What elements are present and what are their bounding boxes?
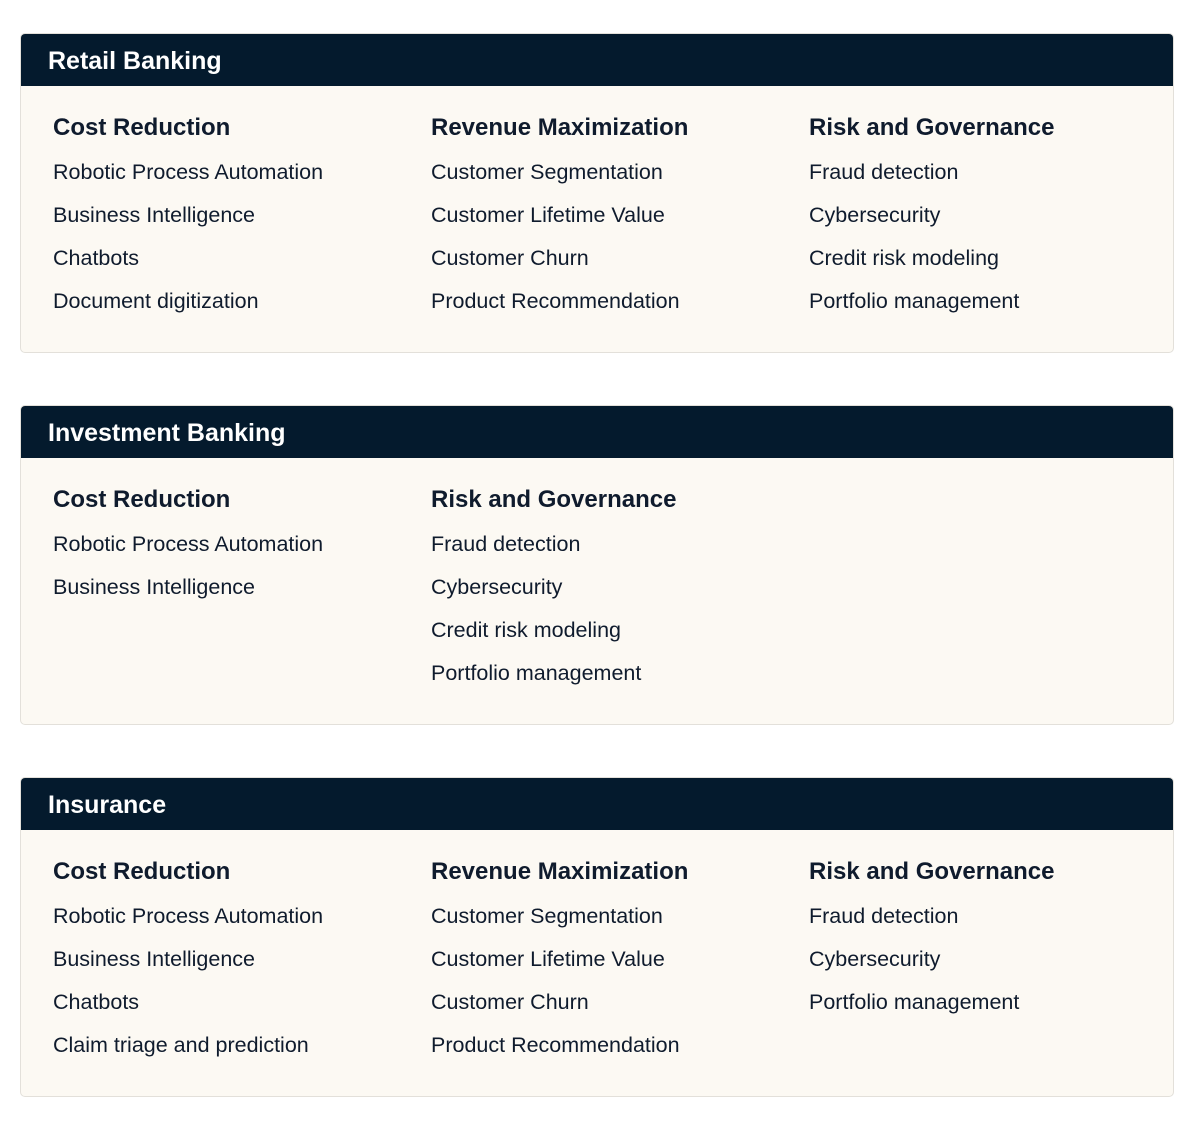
- list-item: Cybersecurity: [809, 203, 941, 227]
- section-card-investment-banking: [20, 405, 1174, 725]
- column-cost-reduction: [53, 857, 323, 1067]
- section-title: Insurance: [21, 778, 1173, 830]
- list-item: Product Recommendation: [431, 1033, 680, 1057]
- column-risk-and-governance: [809, 113, 1054, 323]
- column-revenue-maximization: [431, 857, 688, 1067]
- list-item: Customer Churn: [431, 990, 589, 1014]
- list-item: Customer Lifetime Value: [431, 203, 665, 227]
- list-item: Portfolio management: [431, 661, 642, 685]
- list-item: Portfolio management: [809, 289, 1020, 313]
- section-card-insurance: [20, 777, 1174, 1097]
- list-item: Product Recommendation: [431, 289, 680, 313]
- column-heading: Risk and Governance: [431, 486, 677, 513]
- list-item: Chatbots: [53, 990, 140, 1014]
- list-item: Chatbots: [53, 246, 140, 270]
- list-item: Robotic Process Automation: [53, 532, 324, 556]
- list-item: Business Intelligence: [53, 203, 255, 227]
- section-title: Retail Banking: [21, 34, 1173, 86]
- list-item: Credit risk modeling: [431, 618, 621, 642]
- list-item: Document digitization: [53, 289, 259, 313]
- section-title: Investment Banking: [21, 406, 1173, 458]
- column-heading: Cost Reduction: [53, 114, 231, 141]
- column-risk-and-governance: [809, 857, 1054, 1024]
- list-item: Cybersecurity: [809, 947, 941, 971]
- column-revenue-maximization: [431, 113, 688, 323]
- list-item: Business Intelligence: [53, 575, 255, 599]
- column-heading: Risk and Governance: [809, 114, 1055, 141]
- list-item: Customer Lifetime Value: [431, 947, 665, 971]
- list-item: Robotic Process Automation: [53, 904, 324, 928]
- list-item: Robotic Process Automation: [53, 160, 324, 184]
- list-item: Customer Segmentation: [431, 160, 663, 184]
- list-item: Claim triage and prediction: [53, 1033, 309, 1057]
- column-cost-reduction: [53, 485, 323, 609]
- list-item: Fraud detection: [809, 160, 959, 184]
- column-heading: Cost Reduction: [53, 486, 231, 513]
- list-item: Portfolio management: [809, 990, 1020, 1014]
- list-item: Credit risk modeling: [809, 246, 999, 270]
- column-heading: Revenue Maximization: [431, 114, 689, 141]
- list-item: Customer Churn: [431, 246, 589, 270]
- list-item: Business Intelligence: [53, 947, 255, 971]
- column-risk-and-governance: [431, 485, 676, 695]
- list-item: Customer Segmentation: [431, 904, 663, 928]
- column-heading: Revenue Maximization: [431, 858, 689, 885]
- list-item: Fraud detection: [809, 904, 959, 928]
- column-heading: Cost Reduction: [53, 858, 231, 885]
- section-card-retail-banking: [20, 33, 1174, 353]
- list-item: Cybersecurity: [431, 575, 563, 599]
- column-cost-reduction: [53, 113, 323, 323]
- column-heading: Risk and Governance: [809, 858, 1055, 885]
- list-item: Fraud detection: [431, 532, 581, 556]
